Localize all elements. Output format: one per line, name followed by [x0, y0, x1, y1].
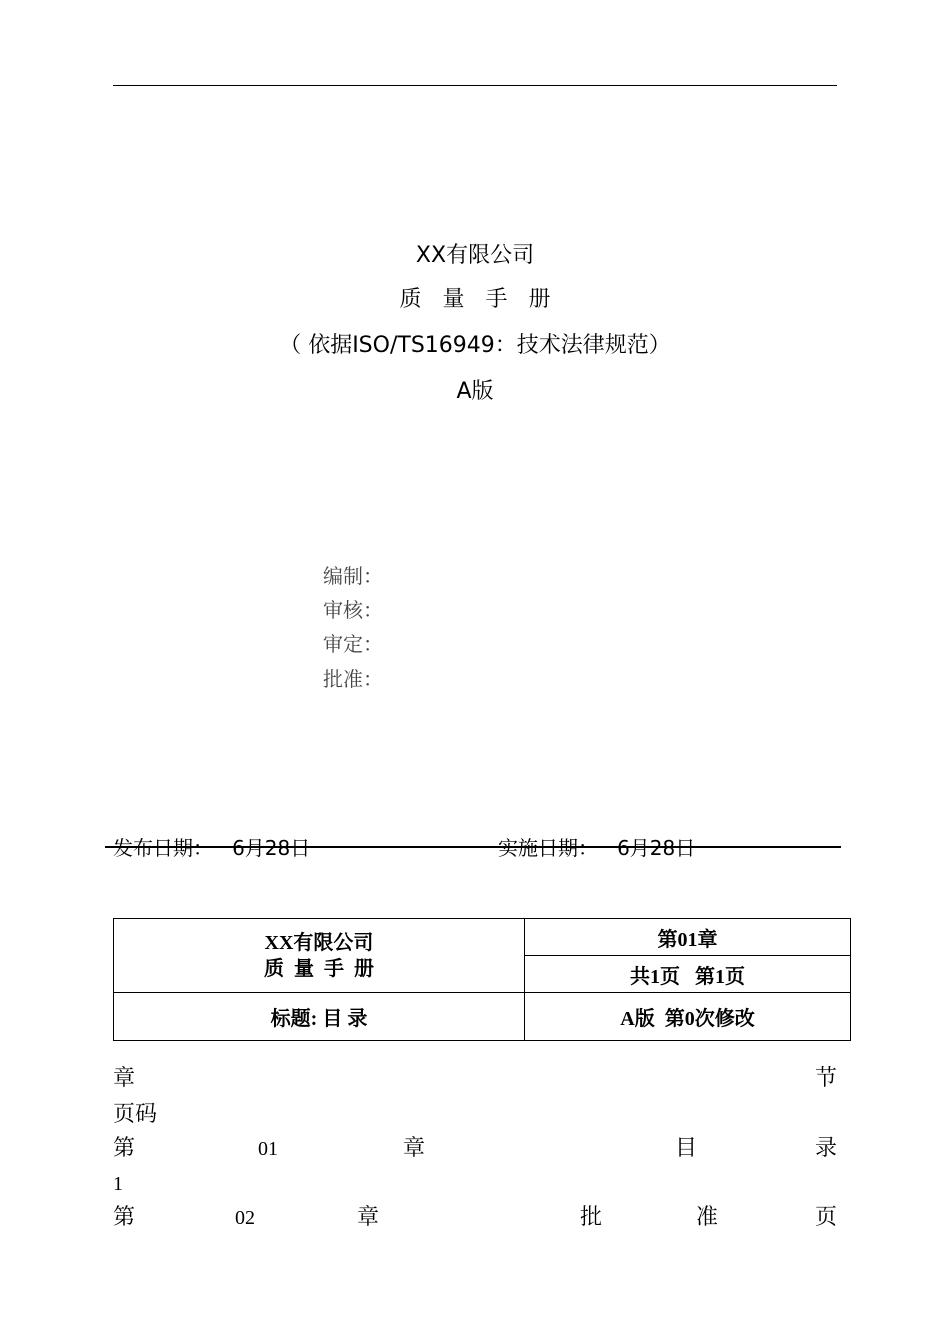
release-date: 发布日期： 6月28日 [113, 836, 311, 860]
effective-date: 实施日期： 6月28日 [498, 836, 696, 860]
document-header-table [113, 918, 851, 1041]
verified-by-label: 审定： [323, 632, 383, 656]
header-company-cell [114, 919, 525, 993]
toc-row-2-c: 章 [357, 1205, 380, 1230]
strike-line [105, 846, 841, 848]
standard-basis: （ 依据ISO/TS16949：技术法律规范） [279, 333, 671, 358]
header-revision: A版 第0次修改 [525, 993, 851, 1041]
company-name: XX有限公司 [415, 243, 535, 268]
header-rule [113, 85, 837, 86]
toc-row-2-d: 批 [580, 1205, 603, 1230]
date-row [113, 832, 843, 864]
toc-row-2-f: 页 [814, 1205, 837, 1230]
toc-row-2-num: 02 [235, 1207, 255, 1229]
toc-col-chapter: 章 [113, 1066, 136, 1091]
toc-row-2-a: 第 [113, 1205, 136, 1230]
header-manual: 质 量 手 册 [264, 957, 374, 980]
toc-row-2-e: 准 [696, 1205, 719, 1230]
header-company: XX有限公司 [264, 931, 374, 954]
approved-by-label: 批准： [323, 667, 383, 691]
toc-col-page: 页码 [113, 1102, 158, 1127]
toc-row-1-c: 章 [403, 1136, 426, 1161]
toc-row-1-d: 目 [675, 1136, 698, 1161]
toc-header-row-2 [113, 1098, 851, 1132]
toc-col-section: 节 [814, 1066, 837, 1091]
toc-row-1-page: 1 [113, 1173, 123, 1195]
toc-row-1-a: 第 [113, 1136, 136, 1161]
toc-row-1-num: 01 [258, 1138, 278, 1160]
header-pages: 共1页 第1页 [525, 956, 851, 993]
header-title: 标题: 目 录 [114, 993, 525, 1041]
toc-row-2 [113, 1201, 851, 1235]
toc-row-1-e: 录 [814, 1136, 837, 1161]
toc-row-1-page-line [113, 1167, 851, 1201]
compiled-by-label: 编制： [323, 564, 383, 588]
version-label: A版 [456, 379, 494, 404]
reviewed-by-label: 审核： [323, 598, 383, 622]
toc-header-row [113, 1062, 851, 1096]
manual-title: 质 量 手 册 [399, 287, 551, 312]
toc-row-1 [113, 1132, 851, 1166]
header-chapter: 第01章 [525, 919, 851, 956]
